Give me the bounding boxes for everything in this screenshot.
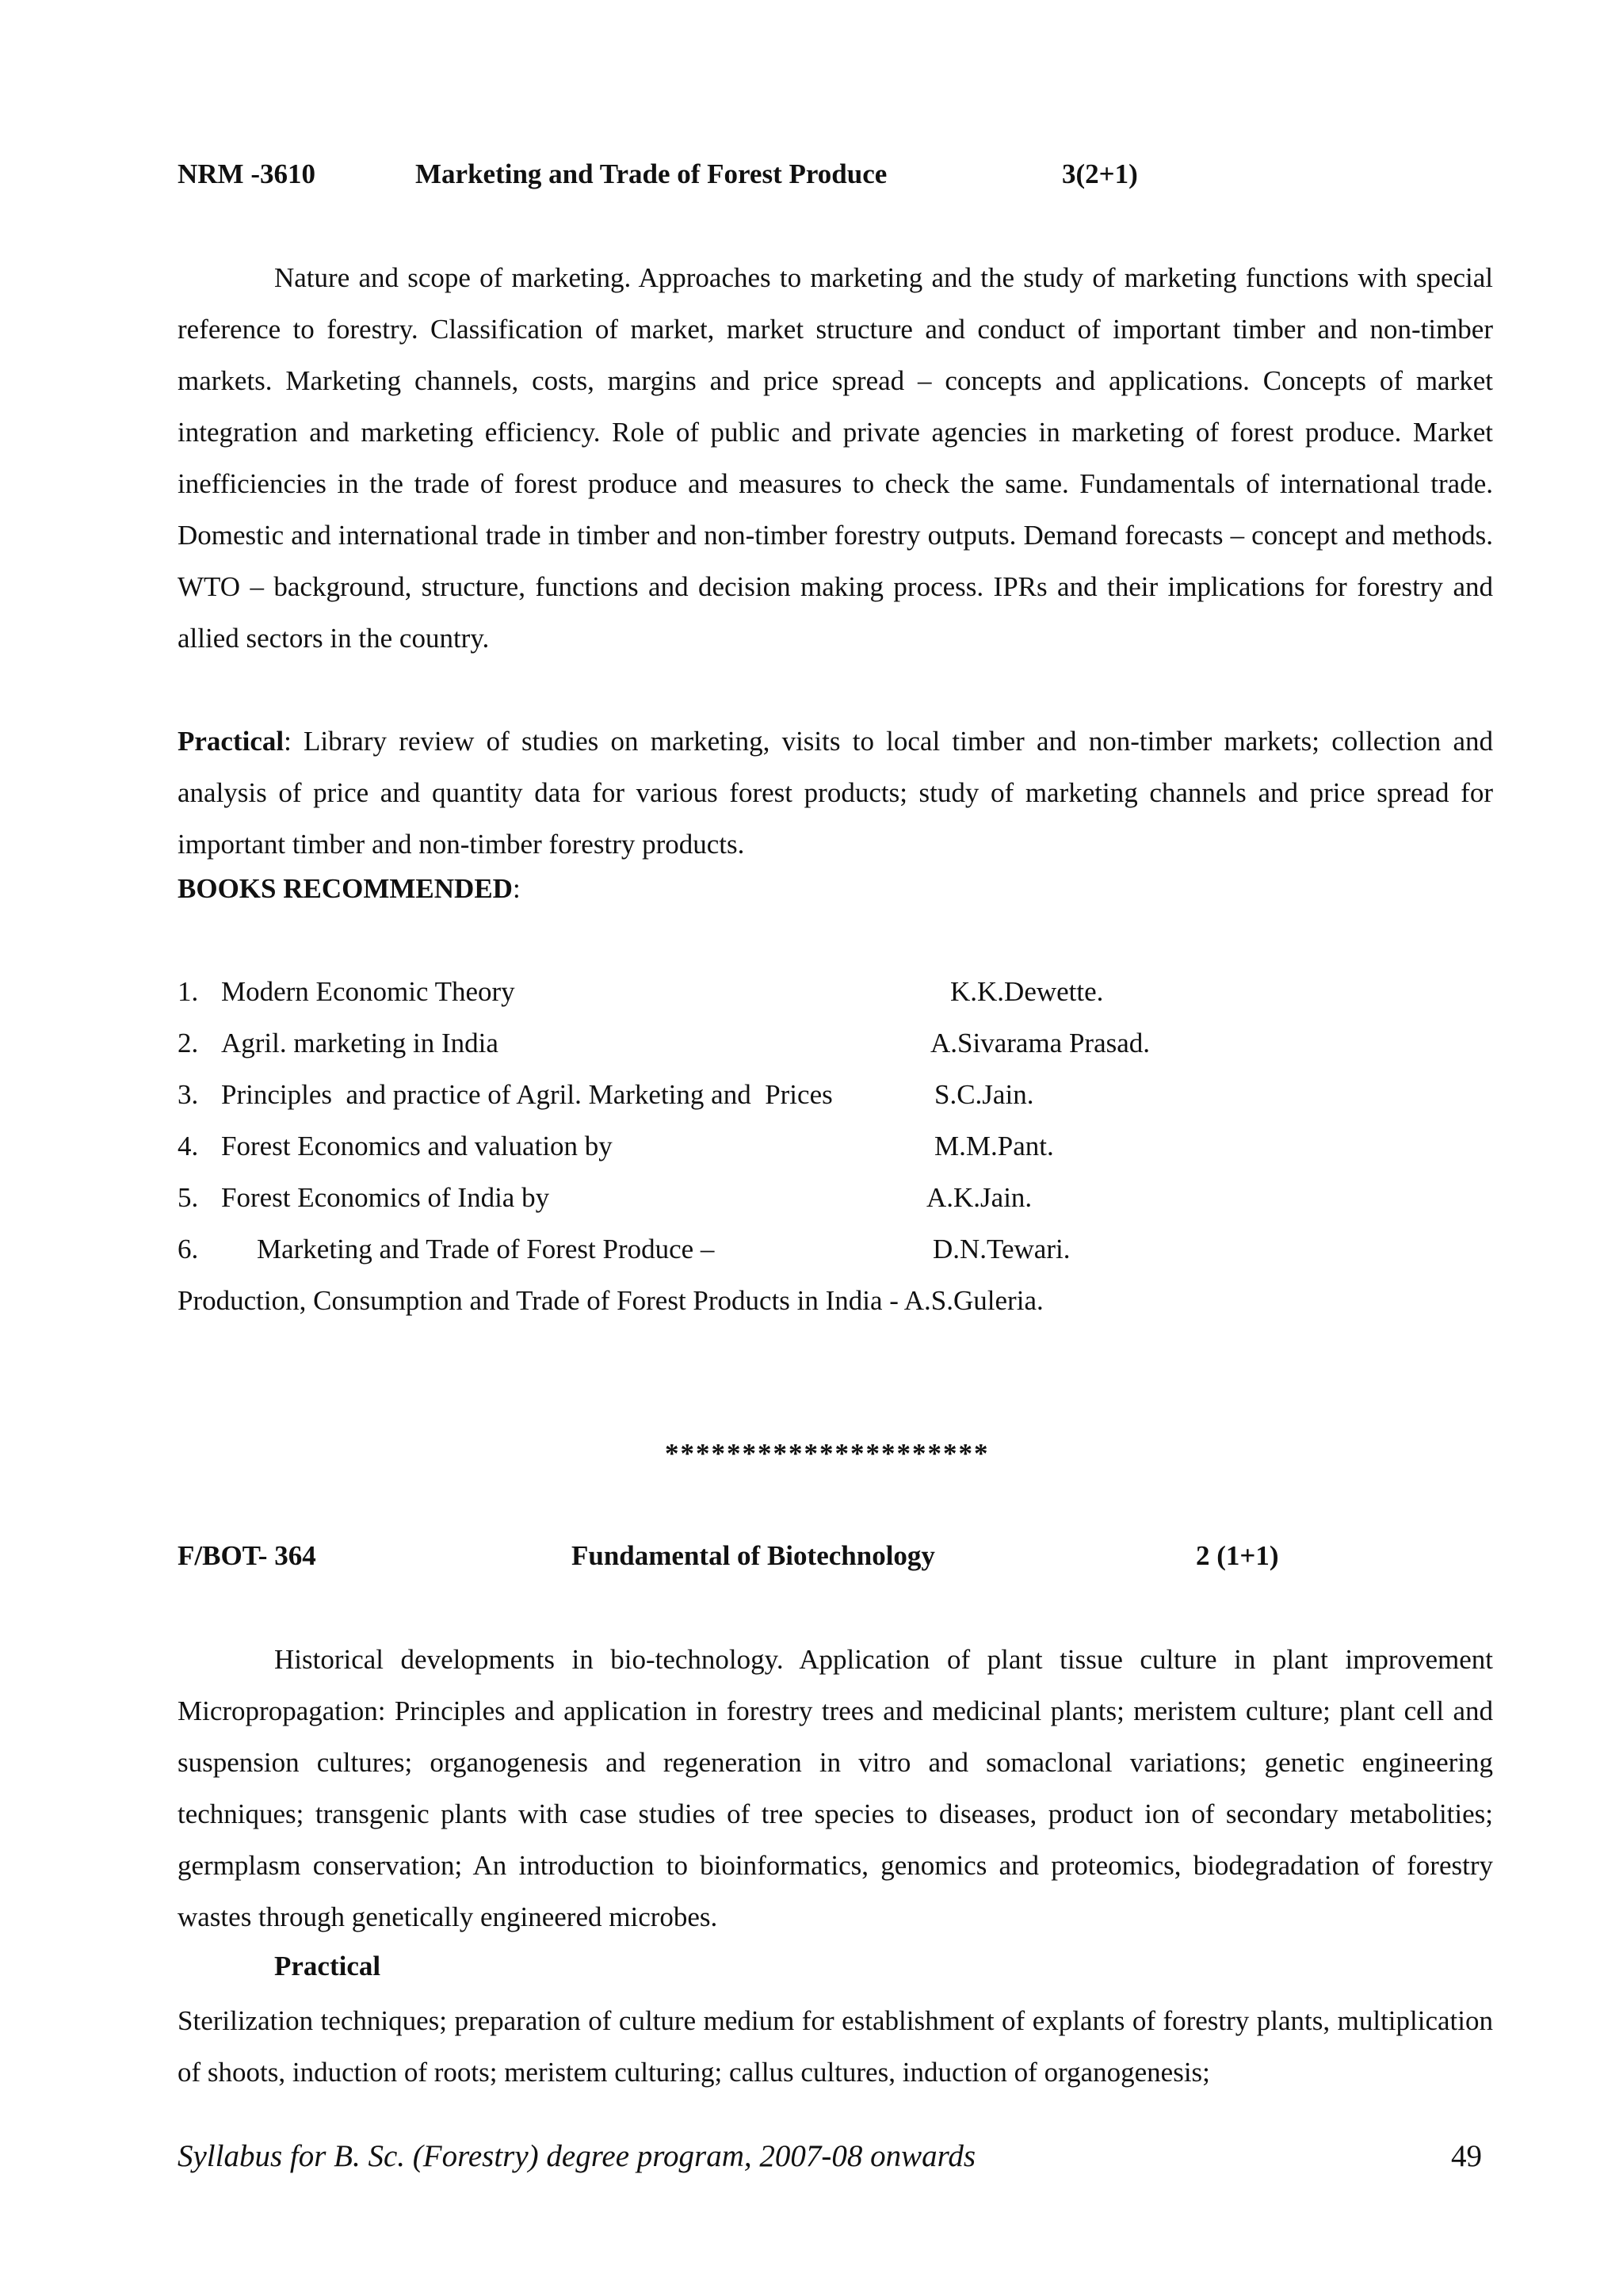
course-description: Historical developments in bio-technology. Application of plant tissue culture in plant improvement Micropropagation: Principles and application in forestry trees and medicinal plants; meristem culture; plant cell and suspension cultures; organogenesis and regeneration in vitro and somaclonal variations; genetic engineering techniques; transgenic plants with case studies of tree species to diseases, product ion of secondary metabolities; germplasm conservation; An introduction to bioinformatics, genomics and proteomics, biodegradation of forestry wastes through genetically engineered microbes. <box>178 1644 1493 1932</box>
section-separator: ********************* <box>665 1438 990 1469</box>
practical-text: : Library review of studies on marketing, visits to local timber and non-timber markets; collection and analysis of price and quantity data for various forest products; study of marketing channels and price spread for important timber and non-timber forestry products. <box>178 726 1493 860</box>
practical-text: Sterilization techniques; preparation of culture medium for establishment of explants of forestry plants, multiplication of shoots, induction of roots; meristem culturing; callus cultures, induction of organogenesis; <box>178 2005 1493 2088</box>
course-title: Marketing and Trade of Forest Produce <box>415 158 888 189</box>
practical-paragraph <box>178 715 1493 870</box>
page-number: 49 <box>1451 2139 1482 2173</box>
course-description: Nature and scope of marketing. Approaches to marketing and the study of marketing functions with special reference to forestry. Classification of market, market structure and conduct of important timber and non-timber markets. Marketing channels, costs, margins and price spread – concepts and applications. Concepts of market integration and marketing efficiency. Role of public and private agencies in marketing of forest produce. Market inefficiencies in the trade of forest produce and measures to check the same. Fundamentals of international trade. Domestic and international trade in timber and non-timber forestry outputs. Demand forecasts – concept and methods. WTO – background, structure, functions and decision making process. IPRs and their implications for forestry and allied sectors in the country. <box>178 262 1493 654</box>
course-code: F/BOT- 364 <box>178 1540 316 1571</box>
practical-heading: Practical <box>274 1951 381 1981</box>
course-code: NRM -3610 <box>178 158 315 189</box>
books-heading: BOOKS RECOMMENDED: <box>178 873 521 904</box>
footer-title: Syllabus for B. Sc. (Forestry) degree program, 2007-08 onwards <box>178 2139 976 2173</box>
practical-label: Practical <box>178 726 285 757</box>
course-credits: 2 (1+1) <box>1196 1540 1279 1571</box>
extra-book: Production, Consumption and Trade of Forest Products in India - A.S.Guleria. <box>178 1285 1044 1316</box>
course-credits: 3(2+1) <box>1062 158 1138 189</box>
course-title: Fundamental of Biotechnology <box>571 1540 935 1571</box>
